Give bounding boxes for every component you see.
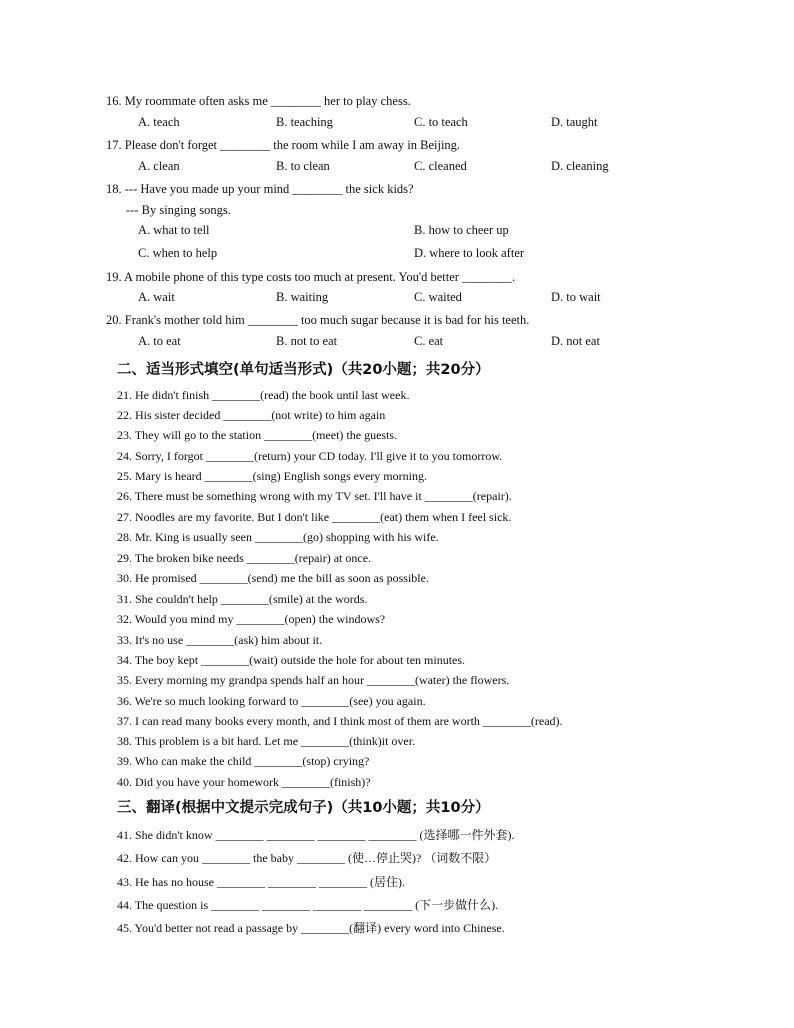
fill-item-37: 37. I can read many books every month, and I think most of them are worth ________(read). — [117, 714, 563, 728]
question-19-option-b: B. waiting — [276, 290, 329, 304]
question-16-option-d: D. taught — [551, 115, 598, 129]
fill-item-36: 36. We're so much looking forward to ________(see) you again. — [117, 694, 426, 708]
question-17-option-b: B. to clean — [276, 159, 330, 173]
question-19-option-d: D. to wait — [551, 290, 601, 304]
fill-item-34: 34. The boy kept ________(wait) outside the hole for about ten minutes. — [117, 653, 466, 667]
question-17-option-c: C. cleaned — [414, 159, 467, 173]
fill-item-35: 35. Every morning my grandpa spends half an hour ________(water) the flowers. — [117, 673, 510, 687]
fill-item-29: 29. The broken bike needs ________(repair) at once. — [117, 551, 372, 565]
fill-item-23: 23. They will go to the station ________(meet) the guests. — [117, 428, 398, 442]
question-20-option-d: D. not eat — [551, 334, 600, 348]
fill-item-28: 28. Mr. King is usually seen ________(go) shopping with his wife. — [117, 530, 439, 544]
question-18-option-a: A. what to tell — [138, 223, 210, 237]
question-19-stem: 19. A mobile phone of this type costs too much at present. You'd better ________. — [106, 270, 516, 284]
fill-item-26: 26. There must be something wrong with my TV set. I'll have it ________(repair). — [117, 489, 512, 503]
question-18-answer-line: --- By singing songs. — [126, 203, 231, 217]
question-18-stem: 18. --- Have you made up your mind ________ the sick kids? — [106, 182, 414, 196]
fill-item-25: 25. Mary is heard ________(sing) English songs every morning. — [117, 469, 427, 483]
fill-item-21: 21. He didn't finish ________(read) the book until last week. — [117, 388, 410, 402]
translate-item-42: 42. How can you ________ the baby ________ (使…停止哭)? （词数不限） — [117, 851, 497, 865]
fill-item-22: 22. His sister decided ________(not write) to him again — [117, 408, 386, 422]
question-20-stem: 20. Frank's mother told him ________ too much sugar because it is bad for his teeth. — [106, 313, 530, 327]
fill-item-30: 30. He promised ________(send) me the bill as soon as possible. — [117, 571, 429, 585]
question-18-option-b: B. how to cheer up — [414, 223, 509, 237]
question-16-option-b: B. teaching — [276, 115, 333, 129]
fill-item-39: 39. Who can make the child ________(stop) crying? — [117, 754, 370, 768]
translate-item-45: 45. You'd better not read a passage by ________(翻译) every word into Chinese. — [117, 921, 505, 935]
fill-item-31: 31. She couldn't help ________(smile) at the words. — [117, 592, 368, 606]
translate-item-43: 43. He has no house ________ ________ ________ (居住). — [117, 875, 405, 889]
question-19-option-c: C. waited — [414, 290, 462, 304]
fill-item-32: 32. Would you mind my ________(open) the windows? — [117, 612, 386, 626]
question-20-option-c: C. eat — [414, 334, 444, 348]
question-16-option-c: C. to teach — [414, 115, 468, 129]
question-17-option-d: D. cleaning — [551, 159, 609, 173]
fill-item-38: 38. This problem is a bit hard. Let me ________(think)it over. — [117, 734, 416, 748]
section-2-heading: 二、适当形式填空(单句适当形式)（共20小题；共20分） — [117, 362, 490, 378]
question-17-stem: 17. Please don't forget ________ the room while I am away in Beijing. — [106, 138, 461, 152]
fill-item-33: 33. It's no use ________(ask) him about it. — [117, 633, 323, 647]
translate-item-44: 44. The question is ________ ________ ________ ________ (下一步做什么). — [117, 898, 499, 912]
fill-item-40: 40. Did you have your homework ________(finish)? — [117, 775, 371, 789]
question-18-option-d: D. where to look after — [414, 246, 525, 260]
fill-item-27: 27. Noodles are my favorite. But I don't like ________(eat) them when I feel sick. — [117, 510, 512, 524]
question-16-stem: 16. My roommate often asks me ________ her to play chess. — [106, 94, 411, 108]
fill-item-24: 24. Sorry, I forgot ________(return) your CD today. I'll give it to you tomorrow. — [117, 449, 503, 463]
translate-item-41: 41. She didn't know ________ ________ ________ ________ (选择哪一件外套). — [117, 828, 515, 842]
question-20-option-a: A. to eat — [138, 334, 181, 348]
question-16-option-a: A. teach — [138, 115, 180, 129]
question-17-option-a: A. clean — [138, 159, 180, 173]
question-20-option-b: B. not to eat — [276, 334, 338, 348]
question-18-option-c: C. when to help — [138, 246, 218, 260]
section-3-heading: 三、翻译(根据中文提示完成句子)（共10小题；共10分） — [117, 800, 490, 816]
question-19-option-a: A. wait — [138, 290, 175, 304]
